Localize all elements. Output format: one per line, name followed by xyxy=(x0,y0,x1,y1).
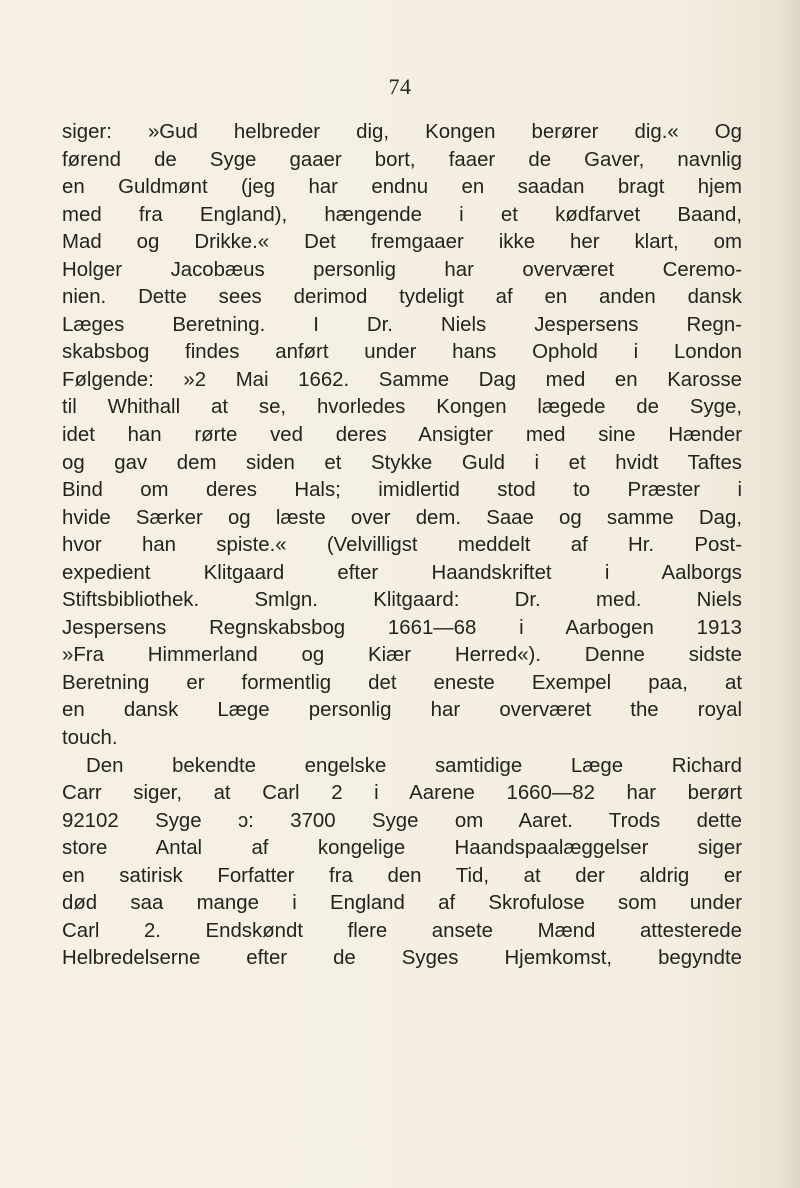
text-line: hvor han spiste.« (Velvilligst meddelt af Hr. Post- xyxy=(62,534,742,557)
text-line: en dansk Læge personlig har overværet the royal xyxy=(62,699,742,722)
text-line: Carr siger, at Carl 2 i Aarene 1660—82 har berørt xyxy=(62,782,742,805)
text-line: en Guldmønt (jeg har endnu en saadan bragt hjem xyxy=(62,176,742,199)
text-line: touch. xyxy=(62,727,118,750)
text-line: en satirisk Forfatter fra den Tid, at der aldrig er xyxy=(62,864,742,887)
text-line: Jespersens Regnskabsbog 1661—68 i Aarbogen 1913 xyxy=(62,616,742,639)
text-line: med fra England), hængende i et kødfarvet Baand, xyxy=(62,203,742,226)
text-line: Holger Jacobæus personlig har overværet Ceremo- xyxy=(62,258,742,281)
body-text xyxy=(62,119,742,973)
text-line: Bind om deres Hals; imidlertid stod to Præster i xyxy=(62,479,742,502)
text-line: førend de Syge gaaer bort, faaer de Gaver, navnlig xyxy=(62,148,742,171)
text-line: Mad og Drikke.« Det fremgaaer ikke her klart, om xyxy=(62,231,742,254)
text-line: død saa mange i England af Skrofulose som under xyxy=(62,892,742,915)
text-line: Læges Beretning. I Dr. Niels Jespersens Regn- xyxy=(62,313,742,336)
text-line: nien. Dette sees derimod tydeligt af en anden dansk xyxy=(62,286,742,309)
text-line: Helbredelserne efter de Syges Hjemkomst, begyndte xyxy=(62,947,742,970)
text-line: Beretning er formentlig det eneste Exempel paa, at xyxy=(62,671,742,694)
text-line: »Fra Himmerland og Kiær Herred«). Denne sidste xyxy=(62,644,742,667)
text-line: store Antal af kongelige Haandspaalæggelser siger xyxy=(62,837,742,860)
text-line: hvide Særker og læste over dem. Saae og samme Dag, xyxy=(62,506,742,529)
text-line: til Whithall at se, hvorledes Kongen lægede de Syge, xyxy=(62,396,742,419)
text-line: skabsbog findes anført under hans Ophold i London xyxy=(62,341,742,364)
page-number: 74 xyxy=(388,74,412,99)
text-line: idet han rørte ved deres Ansigter med sine Hænder xyxy=(62,424,742,447)
text-line: 92102 Syge ɔ: 3700 Syge om Aaret. Trods dette xyxy=(62,809,742,832)
text-line: siger: »Gud helbreder dig, Kongen berører dig.« Og xyxy=(62,121,742,143)
text-line: og gav dem siden et Stykke Guld i et hvidt Taftes xyxy=(62,451,742,474)
text-line: Følgende: »2 Mai 1662. Samme Dag med en Karosse xyxy=(62,368,742,391)
text-line: Den bekendte engelske samtidige Læge Richard xyxy=(86,754,742,777)
text-line: expedient Klitgaard efter Haandskriftet i Aalborgs xyxy=(62,561,742,584)
text-line: Stiftsbibliothek. Smlgn. Klitgaard: Dr. med. Niels xyxy=(62,589,742,612)
text-line: Carl 2. Endskøndt flere ansete Mænd attesterede xyxy=(62,919,742,942)
